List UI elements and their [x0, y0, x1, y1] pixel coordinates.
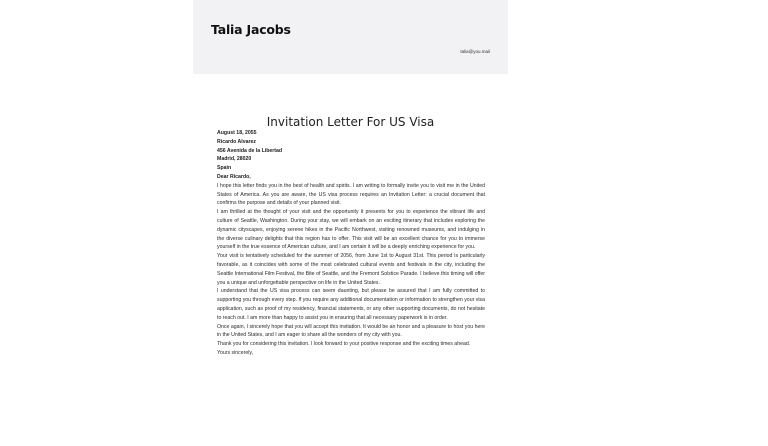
- salutation: Dear Ricardo,: [217, 173, 251, 180]
- letter-header: [193, 0, 508, 74]
- recipient-address-line1: 456 Avenida de la Libertad: [217, 147, 283, 154]
- paragraph-support: I understand that the US visa process can seem daunting, but please be assured that I am fully committed to supporting you through every step. If you require any additional documentation or information to strengthen your visa application, such as proof of my residency, financial statements, or any other supporting documents, do not hesitate to reach out. I am more than happy to assist you in ensuring that all necessary paperwork is in order.: [217, 288, 485, 321]
- letter-page: [193, 0, 508, 446]
- paragraph-invitation: Once again, I sincerely hope that you will accept this invitation. It would be an honor and a pleasure to host you here in the United States, and I am eager to share all the wonders of my city with you.: [217, 323, 485, 339]
- paragraph-intro: I hope this letter finds you in the best of health and spirits. I am writing to formally invite you to visit me in the United States of America. As you are aware, the US visa process requires an Invitation Letter: a crucial document that confirms the purpose and details of your planned visit.: [217, 182, 485, 207]
- letter-date: August 18, 2055: [217, 130, 257, 136]
- letter-title: Invitation Letter For US Visa: [266, 115, 435, 129]
- recipient-name: Ricardo Alvarez: [217, 138, 257, 145]
- paragraph-thanks: Thank you for considering this invitation. I look forward to your positive response and the exciting times ahead.: [217, 341, 471, 348]
- paragraph-schedule: Your visit is tentatively scheduled for the summer of 2056, from June 1st to August 31st. This period is particularly favorable, as it coincides with some of the most celebrated cultural events and festivals in the city, including the Seattle International Film Festival, the Bite of Seattle, and the Fremont Solstice Parade. I believe this timing will offer you a unique and unforgettable perspective on life in the United States.: [217, 253, 485, 286]
- closing: Yours sincerely,: [217, 349, 254, 356]
- letter-body: [217, 129, 485, 358]
- paragraph-itinerary: I am thrilled at the thought of your visit and the opportunity it presents for you to experience the vibrant life and culture of Seattle, Washington. During your stay, we will embark on an exciting itinerary that includes exploring the dynamic cityscapes, enjoying serene hikes in the Pacific Northwest, visiting renowned museums, and indulging in the diverse culinary delights that this region has to offer. This visit will be an excellent chance for you to immerse yourself in the true essence of American culture, and I am certain it will be a deeply enriching experience for you.: [217, 209, 485, 251]
- recipient-address-line2: Madrid, 28020: [217, 156, 252, 163]
- recipient-country: Spain: [217, 165, 232, 172]
- sender-email: talia@you.mail: [460, 49, 490, 54]
- sender-name: Talia Jacobs: [211, 22, 291, 37]
